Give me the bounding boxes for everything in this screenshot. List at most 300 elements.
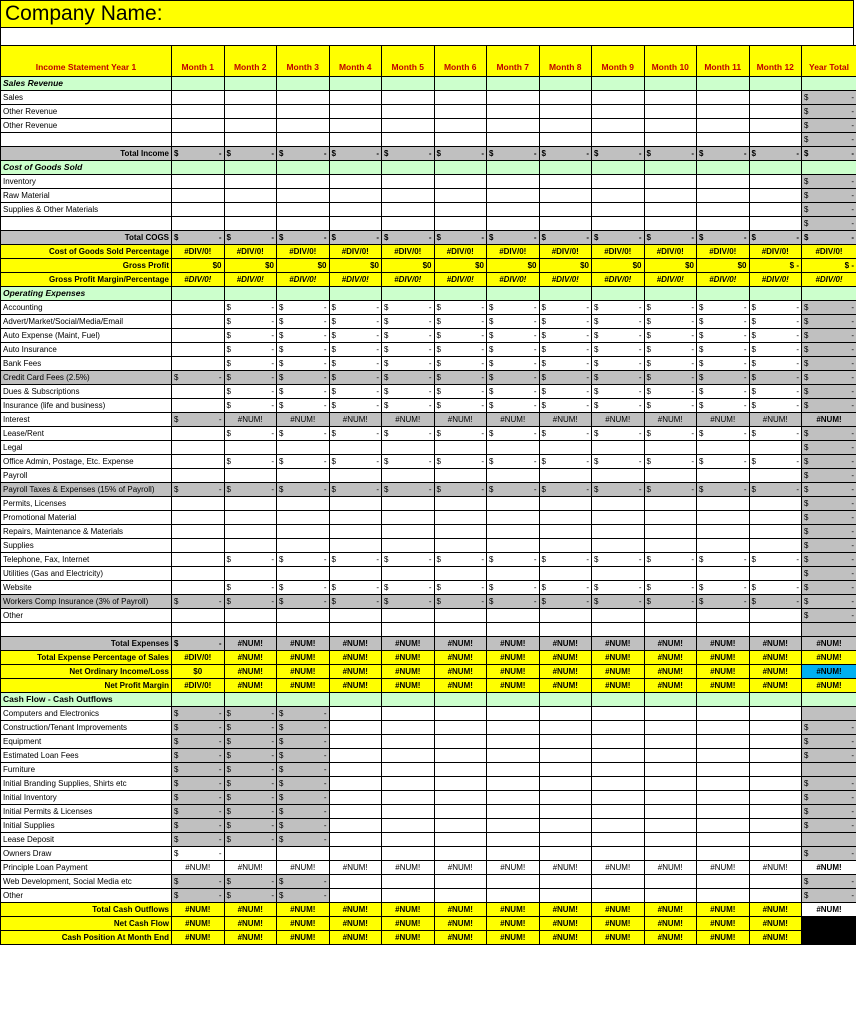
cell[interactable]: #NUM! xyxy=(749,861,802,875)
row-label[interactable]: Web Development, Social Media etc xyxy=(1,875,172,889)
cell[interactable] xyxy=(487,301,540,315)
cell[interactable]: #NUM! xyxy=(592,917,645,931)
cell[interactable] xyxy=(434,161,487,175)
cell[interactable]: #NUM! xyxy=(382,665,435,679)
cell[interactable] xyxy=(487,511,540,525)
cell[interactable] xyxy=(487,329,540,343)
cell[interactable] xyxy=(644,189,697,203)
cell[interactable] xyxy=(224,623,277,637)
cell[interactable] xyxy=(487,455,540,469)
cell[interactable] xyxy=(224,287,277,301)
cell[interactable] xyxy=(749,161,802,175)
row-label[interactable]: Owners Draw xyxy=(1,847,172,861)
cell[interactable] xyxy=(592,693,645,707)
cell[interactable] xyxy=(749,581,802,595)
cell[interactable]: $0 xyxy=(224,259,277,273)
cell[interactable] xyxy=(224,497,277,511)
cell[interactable] xyxy=(382,427,435,441)
cell[interactable] xyxy=(172,371,225,385)
cell[interactable] xyxy=(382,133,435,147)
cell[interactable] xyxy=(697,539,750,553)
cell[interactable] xyxy=(382,497,435,511)
cell[interactable] xyxy=(592,763,645,777)
row-label[interactable]: Sales xyxy=(1,91,172,105)
row-label[interactable]: Initial Inventory xyxy=(1,791,172,805)
cell[interactable]: #NUM! xyxy=(329,861,382,875)
cell[interactable] xyxy=(539,315,592,329)
header-month[interactable]: Month 4 xyxy=(329,46,382,77)
cell[interactable] xyxy=(487,77,540,91)
cell[interactable] xyxy=(329,329,382,343)
cell[interactable] xyxy=(539,763,592,777)
cell[interactable] xyxy=(224,777,277,791)
cell[interactable] xyxy=(487,371,540,385)
cell[interactable] xyxy=(277,721,330,735)
cell[interactable] xyxy=(382,777,435,791)
cell[interactable]: #NUM! xyxy=(224,651,277,665)
cell[interactable] xyxy=(487,203,540,217)
cell[interactable] xyxy=(749,119,802,133)
cell[interactable]: #NUM! xyxy=(382,917,435,931)
cell[interactable] xyxy=(487,119,540,133)
cell[interactable] xyxy=(539,581,592,595)
row-label[interactable]: Operating Expenses xyxy=(1,287,172,301)
cell[interactable] xyxy=(802,315,856,329)
cell[interactable] xyxy=(697,763,750,777)
cell[interactable] xyxy=(487,875,540,889)
cell[interactable] xyxy=(749,819,802,833)
cell[interactable] xyxy=(434,343,487,357)
cell[interactable]: #NUM! xyxy=(592,903,645,917)
cell[interactable] xyxy=(224,483,277,497)
cell[interactable]: #DIV/0! xyxy=(697,245,750,259)
row-label[interactable]: Payroll Taxes & Expenses (15% of Payroll) xyxy=(1,483,172,497)
cell[interactable] xyxy=(802,427,856,441)
cell[interactable] xyxy=(277,497,330,511)
cell[interactable]: #NUM! xyxy=(644,637,697,651)
cell[interactable] xyxy=(434,889,487,903)
cell[interactable] xyxy=(749,735,802,749)
cell[interactable] xyxy=(539,819,592,833)
cell[interactable]: #NUM! xyxy=(277,413,330,427)
cell[interactable] xyxy=(277,301,330,315)
cell[interactable] xyxy=(802,105,856,119)
cell[interactable] xyxy=(592,609,645,623)
cell[interactable] xyxy=(487,749,540,763)
cell[interactable] xyxy=(802,301,856,315)
header-year-total[interactable]: Year Total xyxy=(802,46,856,77)
cell[interactable] xyxy=(539,483,592,497)
cell[interactable] xyxy=(697,105,750,119)
cell[interactable] xyxy=(487,175,540,189)
cell[interactable] xyxy=(172,777,225,791)
cell[interactable] xyxy=(697,469,750,483)
cell[interactable] xyxy=(592,805,645,819)
cell[interactable] xyxy=(172,847,225,861)
cell[interactable] xyxy=(277,441,330,455)
cell[interactable] xyxy=(539,301,592,315)
cell[interactable] xyxy=(487,763,540,777)
row-label[interactable]: Inventory xyxy=(1,175,172,189)
cell[interactable]: #DIV/0! xyxy=(802,245,856,259)
cell[interactable] xyxy=(487,343,540,357)
cell[interactable] xyxy=(802,133,856,147)
cell[interactable] xyxy=(749,833,802,847)
cell[interactable] xyxy=(802,819,856,833)
cell[interactable] xyxy=(697,497,750,511)
cell[interactable] xyxy=(329,483,382,497)
cell[interactable] xyxy=(382,329,435,343)
cell[interactable]: #NUM! xyxy=(592,931,645,945)
cell[interactable]: #NUM! xyxy=(592,413,645,427)
cell[interactable] xyxy=(224,735,277,749)
cell[interactable] xyxy=(487,805,540,819)
cell[interactable] xyxy=(277,833,330,847)
row-label[interactable]: Raw Material xyxy=(1,189,172,203)
cell[interactable] xyxy=(802,483,856,497)
cell[interactable] xyxy=(329,735,382,749)
cell[interactable] xyxy=(802,889,856,903)
cell[interactable] xyxy=(592,847,645,861)
cell[interactable] xyxy=(539,469,592,483)
cell[interactable] xyxy=(644,329,697,343)
cell[interactable] xyxy=(277,539,330,553)
cell[interactable] xyxy=(434,693,487,707)
cell[interactable] xyxy=(329,469,382,483)
cell[interactable] xyxy=(434,147,487,161)
cell[interactable] xyxy=(224,385,277,399)
cell[interactable] xyxy=(539,399,592,413)
cell[interactable] xyxy=(224,133,277,147)
cell[interactable] xyxy=(277,133,330,147)
cell[interactable] xyxy=(697,315,750,329)
cell[interactable]: #NUM! xyxy=(644,931,697,945)
header-month[interactable]: Month 2 xyxy=(224,46,277,77)
cell[interactable] xyxy=(802,175,856,189)
cell[interactable] xyxy=(277,469,330,483)
cell[interactable]: #NUM! xyxy=(644,861,697,875)
cell[interactable] xyxy=(277,875,330,889)
cell[interactable] xyxy=(697,595,750,609)
cell[interactable]: #NUM! xyxy=(329,665,382,679)
cell[interactable] xyxy=(172,441,225,455)
cell[interactable] xyxy=(329,301,382,315)
cell[interactable]: #NUM! xyxy=(329,917,382,931)
cell[interactable] xyxy=(329,147,382,161)
cell[interactable] xyxy=(539,287,592,301)
cell[interactable] xyxy=(382,287,435,301)
cell[interactable]: #NUM! xyxy=(802,665,856,679)
cell[interactable] xyxy=(172,119,225,133)
row-label[interactable]: Dues & Subscriptions xyxy=(1,385,172,399)
cell[interactable] xyxy=(592,175,645,189)
cell[interactable]: #DIV/0! xyxy=(172,679,225,693)
cell[interactable] xyxy=(644,525,697,539)
cell[interactable] xyxy=(172,301,225,315)
cell[interactable] xyxy=(697,805,750,819)
cell[interactable] xyxy=(224,189,277,203)
cell[interactable] xyxy=(644,203,697,217)
cell[interactable]: #NUM! xyxy=(224,413,277,427)
cell[interactable] xyxy=(644,721,697,735)
cell[interactable] xyxy=(487,833,540,847)
cell[interactable] xyxy=(224,119,277,133)
row-label[interactable] xyxy=(1,623,172,637)
cell[interactable] xyxy=(539,833,592,847)
row-label[interactable]: Advert/Market/Social/Media/Email xyxy=(1,315,172,329)
cell[interactable] xyxy=(487,483,540,497)
row-label[interactable]: Total COGS xyxy=(1,231,172,245)
cell[interactable] xyxy=(172,399,225,413)
cell[interactable] xyxy=(434,77,487,91)
cell[interactable] xyxy=(277,777,330,791)
cell[interactable] xyxy=(539,357,592,371)
cell[interactable]: #DIV/0! xyxy=(434,273,487,287)
cell[interactable] xyxy=(172,721,225,735)
cell[interactable] xyxy=(592,385,645,399)
cell[interactable] xyxy=(224,455,277,469)
cell[interactable]: #NUM! xyxy=(277,861,330,875)
cell[interactable] xyxy=(382,609,435,623)
row-label[interactable]: Gross Profit Margin/Percentage xyxy=(1,273,172,287)
cell[interactable] xyxy=(329,399,382,413)
cell[interactable] xyxy=(697,847,750,861)
cell[interactable] xyxy=(749,91,802,105)
cell[interactable] xyxy=(802,217,856,231)
cell[interactable] xyxy=(329,511,382,525)
cell[interactable] xyxy=(224,315,277,329)
cell[interactable] xyxy=(697,77,750,91)
cell[interactable]: #NUM! xyxy=(749,665,802,679)
cell[interactable]: #NUM! xyxy=(697,931,750,945)
cell[interactable] xyxy=(539,595,592,609)
row-label[interactable]: Equipment xyxy=(1,735,172,749)
cell[interactable] xyxy=(172,483,225,497)
cell[interactable] xyxy=(697,175,750,189)
cell[interactable] xyxy=(592,231,645,245)
cell[interactable]: #NUM! xyxy=(749,917,802,931)
cell[interactable] xyxy=(644,455,697,469)
cell[interactable] xyxy=(277,371,330,385)
cell[interactable]: #NUM! xyxy=(539,679,592,693)
cell[interactable]: #NUM! xyxy=(697,413,750,427)
cell[interactable] xyxy=(277,175,330,189)
cell[interactable] xyxy=(172,161,225,175)
header-month[interactable]: Month 1 xyxy=(172,46,225,77)
cell[interactable] xyxy=(172,791,225,805)
cell[interactable] xyxy=(382,749,435,763)
row-label[interactable]: Lease Deposit xyxy=(1,833,172,847)
cell[interactable] xyxy=(487,287,540,301)
cell[interactable] xyxy=(749,875,802,889)
cell[interactable] xyxy=(749,791,802,805)
cell[interactable] xyxy=(329,777,382,791)
cell[interactable]: #NUM! xyxy=(539,413,592,427)
cell[interactable]: #NUM! xyxy=(539,917,592,931)
cell[interactable] xyxy=(697,483,750,497)
row-label[interactable]: Initial Supplies xyxy=(1,819,172,833)
cell[interactable]: #DIV/0! xyxy=(487,245,540,259)
cell[interactable] xyxy=(382,791,435,805)
cell[interactable] xyxy=(329,791,382,805)
cell[interactable]: #NUM! xyxy=(644,665,697,679)
cell[interactable] xyxy=(172,469,225,483)
cell[interactable] xyxy=(539,217,592,231)
cell[interactable] xyxy=(487,609,540,623)
cell[interactable] xyxy=(539,539,592,553)
cell[interactable] xyxy=(172,875,225,889)
cell[interactable] xyxy=(802,721,856,735)
cell[interactable] xyxy=(329,763,382,777)
cell[interactable] xyxy=(277,609,330,623)
row-label[interactable]: Workers Comp Insurance (3% of Payroll) xyxy=(1,595,172,609)
cell[interactable]: #NUM! xyxy=(539,903,592,917)
cell[interactable] xyxy=(224,707,277,721)
cell[interactable] xyxy=(434,203,487,217)
cell[interactable] xyxy=(697,819,750,833)
cell[interactable] xyxy=(644,399,697,413)
cell[interactable] xyxy=(487,231,540,245)
cell[interactable]: #NUM! xyxy=(329,637,382,651)
cell[interactable] xyxy=(749,357,802,371)
cell[interactable] xyxy=(329,105,382,119)
row-label[interactable]: Cost of Goods Sold xyxy=(1,161,172,175)
cell[interactable] xyxy=(697,343,750,357)
cell[interactable] xyxy=(749,203,802,217)
header-month[interactable]: Month 9 xyxy=(592,46,645,77)
row-label[interactable]: Total Expenses xyxy=(1,637,172,651)
cell[interactable] xyxy=(329,707,382,721)
cell[interactable] xyxy=(487,385,540,399)
cell[interactable] xyxy=(329,497,382,511)
cell[interactable] xyxy=(487,567,540,581)
cell[interactable] xyxy=(172,693,225,707)
cell[interactable] xyxy=(329,525,382,539)
cell[interactable] xyxy=(487,553,540,567)
cell[interactable] xyxy=(382,721,435,735)
cell[interactable] xyxy=(539,735,592,749)
cell[interactable] xyxy=(434,91,487,105)
cell[interactable] xyxy=(697,329,750,343)
cell[interactable] xyxy=(644,217,697,231)
cell[interactable] xyxy=(749,609,802,623)
cell[interactable] xyxy=(277,287,330,301)
cell[interactable] xyxy=(697,427,750,441)
cell[interactable] xyxy=(539,441,592,455)
cell[interactable] xyxy=(434,847,487,861)
cell[interactable] xyxy=(382,161,435,175)
cell[interactable] xyxy=(539,791,592,805)
cell[interactable] xyxy=(487,581,540,595)
cell[interactable] xyxy=(224,329,277,343)
cell[interactable] xyxy=(172,217,225,231)
cell[interactable] xyxy=(329,581,382,595)
cell[interactable] xyxy=(802,567,856,581)
row-label[interactable]: Net Cash Flow xyxy=(1,917,172,931)
cell[interactable] xyxy=(802,189,856,203)
row-label[interactable]: Accounting xyxy=(1,301,172,315)
cell[interactable]: #DIV/0! xyxy=(644,273,697,287)
cell[interactable] xyxy=(749,707,802,721)
cell[interactable] xyxy=(592,483,645,497)
cell[interactable]: #NUM! xyxy=(749,413,802,427)
cell[interactable] xyxy=(277,805,330,819)
cell[interactable] xyxy=(224,231,277,245)
cell[interactable] xyxy=(749,623,802,637)
cell[interactable] xyxy=(329,175,382,189)
cell[interactable] xyxy=(224,875,277,889)
cell[interactable]: #DIV/0! xyxy=(172,273,225,287)
cell[interactable] xyxy=(749,455,802,469)
cell[interactable] xyxy=(592,539,645,553)
cell[interactable] xyxy=(382,217,435,231)
cell[interactable] xyxy=(697,553,750,567)
cell[interactable]: #NUM! xyxy=(172,917,225,931)
cell[interactable] xyxy=(172,539,225,553)
cell[interactable]: #NUM! xyxy=(329,413,382,427)
cell[interactable]: #NUM! xyxy=(382,903,435,917)
row-label[interactable]: Interest xyxy=(1,413,172,427)
cell[interactable]: $ - xyxy=(802,259,856,273)
row-label[interactable]: Auto Insurance xyxy=(1,343,172,357)
cell[interactable] xyxy=(697,357,750,371)
cell[interactable] xyxy=(434,301,487,315)
cell[interactable]: #NUM! xyxy=(802,637,856,651)
cell[interactable] xyxy=(697,189,750,203)
cell[interactable] xyxy=(539,147,592,161)
cell[interactable] xyxy=(434,133,487,147)
cell[interactable]: #NUM! xyxy=(224,665,277,679)
cell[interactable] xyxy=(487,623,540,637)
cell[interactable] xyxy=(802,161,856,175)
cell[interactable] xyxy=(487,693,540,707)
cell[interactable] xyxy=(802,595,856,609)
cell[interactable] xyxy=(802,805,856,819)
cell[interactable]: #NUM! xyxy=(487,903,540,917)
cell[interactable]: #NUM! xyxy=(487,931,540,945)
row-label[interactable]: Estimated Loan Fees xyxy=(1,749,172,763)
header-month[interactable]: Month 6 xyxy=(434,46,487,77)
cell[interactable] xyxy=(277,189,330,203)
cell[interactable]: #NUM! xyxy=(382,637,435,651)
cell[interactable] xyxy=(487,91,540,105)
cell[interactable] xyxy=(697,833,750,847)
cell[interactable] xyxy=(749,427,802,441)
cell[interactable] xyxy=(749,469,802,483)
cell[interactable] xyxy=(487,427,540,441)
cell[interactable] xyxy=(487,847,540,861)
cell[interactable] xyxy=(592,343,645,357)
cell[interactable] xyxy=(802,455,856,469)
cell[interactable] xyxy=(592,329,645,343)
cell[interactable] xyxy=(802,91,856,105)
cell[interactable] xyxy=(749,595,802,609)
cell[interactable] xyxy=(277,553,330,567)
cell[interactable] xyxy=(224,539,277,553)
cell[interactable] xyxy=(487,707,540,721)
row-label[interactable]: Net Ordinary Income/Loss xyxy=(1,665,172,679)
cell[interactable] xyxy=(382,539,435,553)
row-label[interactable]: Repairs, Maintenance & Materials xyxy=(1,525,172,539)
cell[interactable] xyxy=(382,399,435,413)
cell[interactable] xyxy=(382,231,435,245)
row-label[interactable]: Cost of Goods Sold Percentage xyxy=(1,245,172,259)
cell[interactable] xyxy=(172,511,225,525)
cell[interactable] xyxy=(329,427,382,441)
cell[interactable] xyxy=(487,721,540,735)
cell[interactable] xyxy=(277,749,330,763)
cell[interactable]: #NUM! xyxy=(487,861,540,875)
